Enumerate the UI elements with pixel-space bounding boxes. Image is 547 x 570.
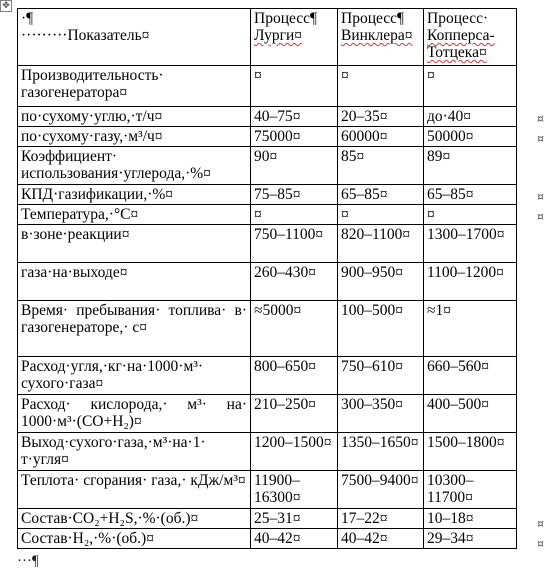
cell-lurgi[interactable]: 1200–1500¤ — [251, 433, 338, 471]
row-label[interactable]: Расход· кислорода,· м³· на· 1000·м³·(СО+Н₂)¤ — [18, 395, 251, 433]
end-of-row-mark: ¤ — [537, 132, 544, 145]
table-row — [18, 529, 517, 549]
end-of-row-mark: ¤ — [537, 112, 544, 125]
header-koppers[interactable] — [424, 9, 517, 66]
cell-koppers[interactable]: ¤ — [424, 205, 517, 225]
cell-winkler[interactable]: 900–950¤ — [338, 263, 424, 301]
header-winkler-line1: Процесс¶ — [341, 10, 405, 27]
cell-winkler[interactable]: 300–350¤ — [338, 395, 424, 433]
cell-koppers[interactable]: 50000¤ — [424, 127, 517, 147]
cell-lurgi[interactable]: 260–430¤ — [251, 263, 338, 301]
header-koppers-line2: Копперса- — [427, 27, 495, 44]
cell-winkler[interactable]: 750–610¤ — [338, 357, 424, 395]
table-row — [18, 225, 517, 263]
cell-koppers[interactable]: 65–85¤ — [424, 185, 517, 205]
trailing-paragraph-mark[interactable]: ···¶ — [17, 553, 39, 569]
cell-winkler[interactable]: 100–500¤ — [338, 301, 424, 357]
cell-lurgi[interactable]: 210–250¤ — [251, 395, 338, 433]
header-lurgi-line2: Лурги¤ — [254, 27, 303, 44]
cell-koppers[interactable]: до·40¤ — [424, 107, 517, 127]
end-of-row-mark: ¤ — [537, 190, 544, 203]
row-label[interactable]: Состав·СО₂+Н₂S,·%·(об.)¤ — [18, 509, 251, 529]
cell-koppers[interactable]: 400–500¤ — [424, 395, 517, 433]
cell-lurgi[interactable]: ≈5000¤ — [251, 301, 338, 357]
table-row — [18, 301, 517, 357]
data-table — [17, 8, 517, 549]
header-lurgi[interactable] — [251, 9, 338, 66]
end-of-row-mark: ¤ — [537, 517, 544, 530]
header-koppers-line3: Тотцека¤ — [427, 44, 487, 61]
cell-winkler[interactable]: 820–1100¤ — [338, 225, 424, 263]
table-row — [18, 357, 517, 395]
row-label[interactable]: газа·на·выходе¤ — [18, 263, 251, 301]
row-label[interactable]: Коэффициент· использования·углерода,·%¤ — [18, 147, 251, 185]
header-lurgi-line1: Процесс¶ — [254, 10, 318, 27]
table-row — [18, 147, 517, 185]
cell-winkler[interactable]: 60000¤ — [338, 127, 424, 147]
row-label[interactable]: Производительность· газогенератора¤ — [18, 66, 251, 107]
cell-lurgi[interactable]: 750–1100¤ — [251, 225, 338, 263]
cell-winkler[interactable]: ¤ — [338, 66, 424, 107]
cell-lurgi[interactable]: ¤ — [251, 205, 338, 225]
cell-lurgi[interactable]: 40–42¤ — [251, 529, 338, 549]
cell-winkler[interactable]: ¤ — [338, 205, 424, 225]
cell-lurgi[interactable]: 40–75¤ — [251, 107, 338, 127]
cell-lurgi[interactable]: 25–31¤ — [251, 509, 338, 529]
cell-lurgi[interactable]: 11900–16300¤ — [251, 471, 338, 509]
table-move-handle[interactable]: ✥ — [0, 0, 12, 12]
table-row — [18, 185, 517, 205]
cell-koppers[interactable]: 1100–1200¤ — [424, 263, 517, 301]
cell-winkler[interactable]: 1350–1650¤ — [338, 433, 424, 471]
header-indicator[interactable] — [18, 9, 251, 66]
table-row — [18, 471, 517, 509]
table-row — [18, 127, 517, 147]
cell-winkler[interactable]: 7500–9400¤ — [338, 471, 424, 509]
row-label[interactable]: КПД·газификации,·%¤ — [18, 185, 251, 205]
cell-winkler[interactable]: 85¤ — [338, 147, 424, 185]
table-row — [18, 509, 517, 529]
cell-lurgi[interactable]: 90¤ — [251, 147, 338, 185]
row-label[interactable]: Выход·сухого·газа,·м³·на·1· т·угля¤ — [18, 433, 251, 471]
table-row — [18, 263, 517, 301]
row-label[interactable]: Теплота· сгорания· газа,· кДж/м³¤ — [18, 471, 251, 509]
header-koppers-line1: Процесс· — [427, 10, 489, 27]
cell-koppers[interactable]: 660–560¤ — [424, 357, 517, 395]
row-label[interactable]: Температура,·°С¤ — [18, 205, 251, 225]
cell-lurgi[interactable]: 75000¤ — [251, 127, 338, 147]
cell-koppers[interactable]: 10300–11700¤ — [424, 471, 517, 509]
table-row — [18, 107, 517, 127]
row-label[interactable]: Состав·Н₂,·%·(об.)¤ — [18, 529, 251, 549]
row-label[interactable]: в·зоне·реакции¤ — [18, 225, 251, 263]
end-of-row-mark: ¤ — [537, 537, 544, 550]
cell-lurgi[interactable]: 800–650¤ — [251, 357, 338, 395]
header-indicator-line2: ·········Показатель¤ — [21, 27, 150, 44]
row-label[interactable]: по·сухому·углю,·т/ч¤ — [18, 107, 251, 127]
cell-winkler[interactable]: 65–85¤ — [338, 185, 424, 205]
row-label[interactable]: Время· пребывания· топлива· в· газогенераторе,· с¤ — [18, 301, 251, 357]
cell-lurgi[interactable]: 75–85¤ — [251, 185, 338, 205]
table-row — [18, 66, 517, 107]
cell-koppers[interactable]: 89¤ — [424, 147, 517, 185]
end-of-row-mark: ¤ — [537, 210, 544, 223]
header-indicator-line1: ·¶ — [21, 10, 34, 27]
cell-koppers[interactable]: 1500–1800¤ — [424, 433, 517, 471]
header-winkler[interactable] — [338, 9, 424, 66]
cell-koppers[interactable]: 29–34¤ — [424, 529, 517, 549]
cell-winkler[interactable]: 40–42¤ — [338, 529, 424, 549]
cell-winkler[interactable]: 20–35¤ — [338, 107, 424, 127]
cell-koppers[interactable]: 1300–1700¤ — [424, 225, 517, 263]
cell-winkler[interactable]: 17–22¤ — [338, 509, 424, 529]
table-row — [18, 205, 517, 225]
cell-koppers[interactable]: ¤ — [424, 66, 517, 107]
table-header-row — [18, 9, 517, 66]
row-label[interactable]: Расход·угля,·кг·на·1000·м³· сухого·газа¤ — [18, 357, 251, 395]
cell-koppers[interactable]: ≈1¤ — [424, 301, 517, 357]
cell-koppers[interactable]: 10–18¤ — [424, 509, 517, 529]
cell-lurgi[interactable]: ¤ — [251, 66, 338, 107]
table-row — [18, 395, 517, 433]
table-row — [18, 433, 517, 471]
row-label[interactable]: по·сухому·газу,·м³/ч¤ — [18, 127, 251, 147]
header-winkler-line2: Винклера¤ — [341, 27, 413, 44]
